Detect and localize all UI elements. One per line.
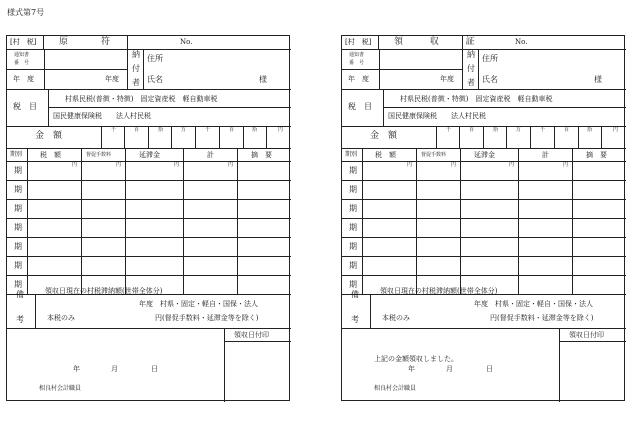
yen-mark-late: 円	[509, 162, 515, 168]
year-suffix: 年度	[440, 75, 454, 83]
notice-number-label-2: 番 号	[349, 60, 365, 66]
form-grid-lines	[342, 36, 626, 402]
amount-unit-juu-1: 拾	[493, 127, 499, 133]
bikou-line-2: 年度 村県・固定・軽自・国保・法人	[474, 300, 593, 308]
column-remarks: 摘 要	[586, 151, 607, 159]
bikou-label-1: 備	[16, 290, 24, 299]
column-tax-amount: 税 額	[40, 151, 61, 159]
amount-unit-sen-2: 千	[540, 127, 546, 133]
document-title: 原 符	[59, 37, 123, 47]
village-tax-tag: [村 税]	[345, 38, 372, 46]
year-suffix: 年度	[105, 75, 119, 83]
amount-unit-man: 万	[181, 127, 187, 133]
amount-unit-juu-1: 拾	[158, 127, 164, 133]
column-remarks: 摘 要	[251, 151, 272, 159]
period-row-1: 期	[349, 166, 357, 175]
amount-unit-hyaku-2: 百	[564, 127, 570, 133]
amount-unit-juu-2: 拾	[587, 127, 593, 133]
amount-unit-sen-1: 千	[111, 127, 117, 133]
yen-mark-fee: 円	[451, 162, 457, 168]
date-month: 月	[446, 365, 453, 373]
receipt-stamp-label: 領収日付印	[569, 331, 604, 339]
bikou-line-3-right: 円(督促手数料・延滞金等を除く)	[155, 314, 259, 322]
amount-label: 金 額	[370, 131, 398, 141]
bikou-line-3-left: 本税のみ	[382, 314, 410, 322]
amount-unit-sen-2: 千	[205, 127, 211, 133]
payer-label-char-3: 者	[467, 78, 475, 87]
period-row-4: 期	[349, 223, 357, 232]
form-grid-lines	[7, 36, 291, 402]
tax-form-original-stub	[6, 35, 290, 401]
tax-items-line-1: 村県民税(普徴・特徴) 固定資産税 軽自動車税	[65, 95, 218, 103]
honorific-sama: 様	[594, 75, 602, 84]
yen-mark-tax: 円	[72, 162, 78, 168]
notice-number-label-1: 通知書	[14, 52, 30, 58]
bikou-label-1: 備	[351, 290, 359, 299]
yen-mark-total: 円	[563, 162, 569, 168]
period-row-6: 期	[349, 261, 357, 270]
amount-unit-sen-1: 千	[446, 127, 452, 133]
yen-mark-fee: 円	[116, 162, 122, 168]
tax-items-line-1: 村県民税(普徴・特徴) 固定資産税 軽自動車税	[400, 95, 553, 103]
village-tax-tag: [村 税]	[10, 38, 37, 46]
date-year: 年	[408, 365, 415, 373]
form-number: 様式第7号	[7, 8, 45, 17]
amount-unit-juu-2: 拾	[252, 127, 258, 133]
period-row-6: 期	[14, 261, 22, 270]
payer-label-char-2: 付	[467, 64, 475, 73]
column-period: 期別	[345, 151, 358, 158]
period-row-2: 期	[349, 185, 357, 194]
date-month: 月	[111, 365, 118, 373]
number-label: No.	[180, 38, 193, 46]
notice-number-label-1: 通知書	[349, 52, 365, 58]
period-row-3: 期	[14, 204, 22, 213]
amount-unit-yen: 円	[278, 127, 284, 133]
address-label: 住所	[147, 54, 163, 63]
column-late-fee: 延滞金	[474, 151, 495, 159]
column-fee: 督促手数料	[86, 152, 112, 158]
period-row-2: 期	[14, 185, 22, 194]
tax-item-label: 税 目	[348, 102, 372, 111]
bikou-line-3-right: 円(督促手数料・延滞金等を除く)	[490, 314, 594, 322]
name-label: 氏名	[147, 75, 163, 84]
date-year: 年	[73, 365, 80, 373]
clerk-label: 相良村会計職員	[39, 385, 82, 392]
amount-unit-hyaku-2: 百	[229, 127, 235, 133]
notice-number-label-2: 番 号	[14, 60, 30, 66]
bikou-label-2: 考	[16, 315, 24, 324]
receipt-note: 上記の金額領収しました。	[374, 355, 458, 363]
name-label: 氏名	[482, 75, 498, 84]
period-row-3: 期	[349, 204, 357, 213]
column-tax-amount: 税 額	[375, 151, 396, 159]
yen-mark-tax: 円	[407, 162, 413, 168]
bikou-label-2: 考	[351, 315, 359, 324]
receipt-stamp-label: 領収日付印	[234, 331, 269, 339]
column-fee: 督促手数料	[421, 152, 447, 158]
payer-label-char-1: 納	[467, 50, 475, 59]
amount-unit-hyaku-1: 百	[134, 127, 140, 133]
amount-unit-man: 万	[516, 127, 522, 133]
tax-form-receipt	[341, 35, 625, 401]
period-row-5: 期	[349, 242, 357, 251]
period-row-5: 期	[14, 242, 22, 251]
tax-items-line-2: 国民健康保険税 法人村民税	[53, 112, 151, 120]
bikou-line-1: 領収日現在の村税滞納額(世帯全体分)	[380, 287, 498, 295]
period-row-1: 期	[14, 166, 22, 175]
amount-label: 金 額	[35, 131, 63, 141]
column-total: 計	[542, 151, 549, 159]
tax-item-label: 税 目	[13, 102, 37, 111]
amount-unit-hyaku-1: 百	[469, 127, 475, 133]
column-total: 計	[207, 151, 214, 159]
date-day: 日	[486, 365, 493, 373]
year-label: 年 度	[13, 75, 34, 83]
bikou-line-1: 領収日現在の村税滞納額(世帯全体分)	[45, 287, 163, 295]
address-label: 住所	[482, 54, 498, 63]
document-title: 領 収 証	[394, 37, 487, 47]
column-period: 期別	[10, 151, 23, 158]
bikou-line-3-left: 本税のみ	[47, 314, 75, 322]
payer-label-char-2: 付	[132, 64, 140, 73]
year-label: 年 度	[348, 75, 369, 83]
period-row-7: 期	[14, 280, 22, 289]
yen-mark-total: 円	[228, 162, 234, 168]
honorific-sama: 様	[259, 75, 267, 84]
amount-unit-yen: 円	[613, 127, 619, 133]
payer-label-char-3: 者	[132, 78, 140, 87]
clerk-label: 相良村会計職員	[374, 385, 417, 392]
column-late-fee: 延滞金	[139, 151, 160, 159]
payer-label-char-1: 納	[132, 50, 140, 59]
period-row-7: 期	[349, 280, 357, 289]
date-day: 日	[151, 365, 158, 373]
period-row-4: 期	[14, 223, 22, 232]
bikou-line-2: 年度 村県・固定・軽自・国保・法人	[139, 300, 258, 308]
number-label: No.	[515, 38, 528, 46]
tax-items-line-2: 国民健康保険税 法人村民税	[388, 112, 486, 120]
yen-mark-late: 円	[174, 162, 180, 168]
